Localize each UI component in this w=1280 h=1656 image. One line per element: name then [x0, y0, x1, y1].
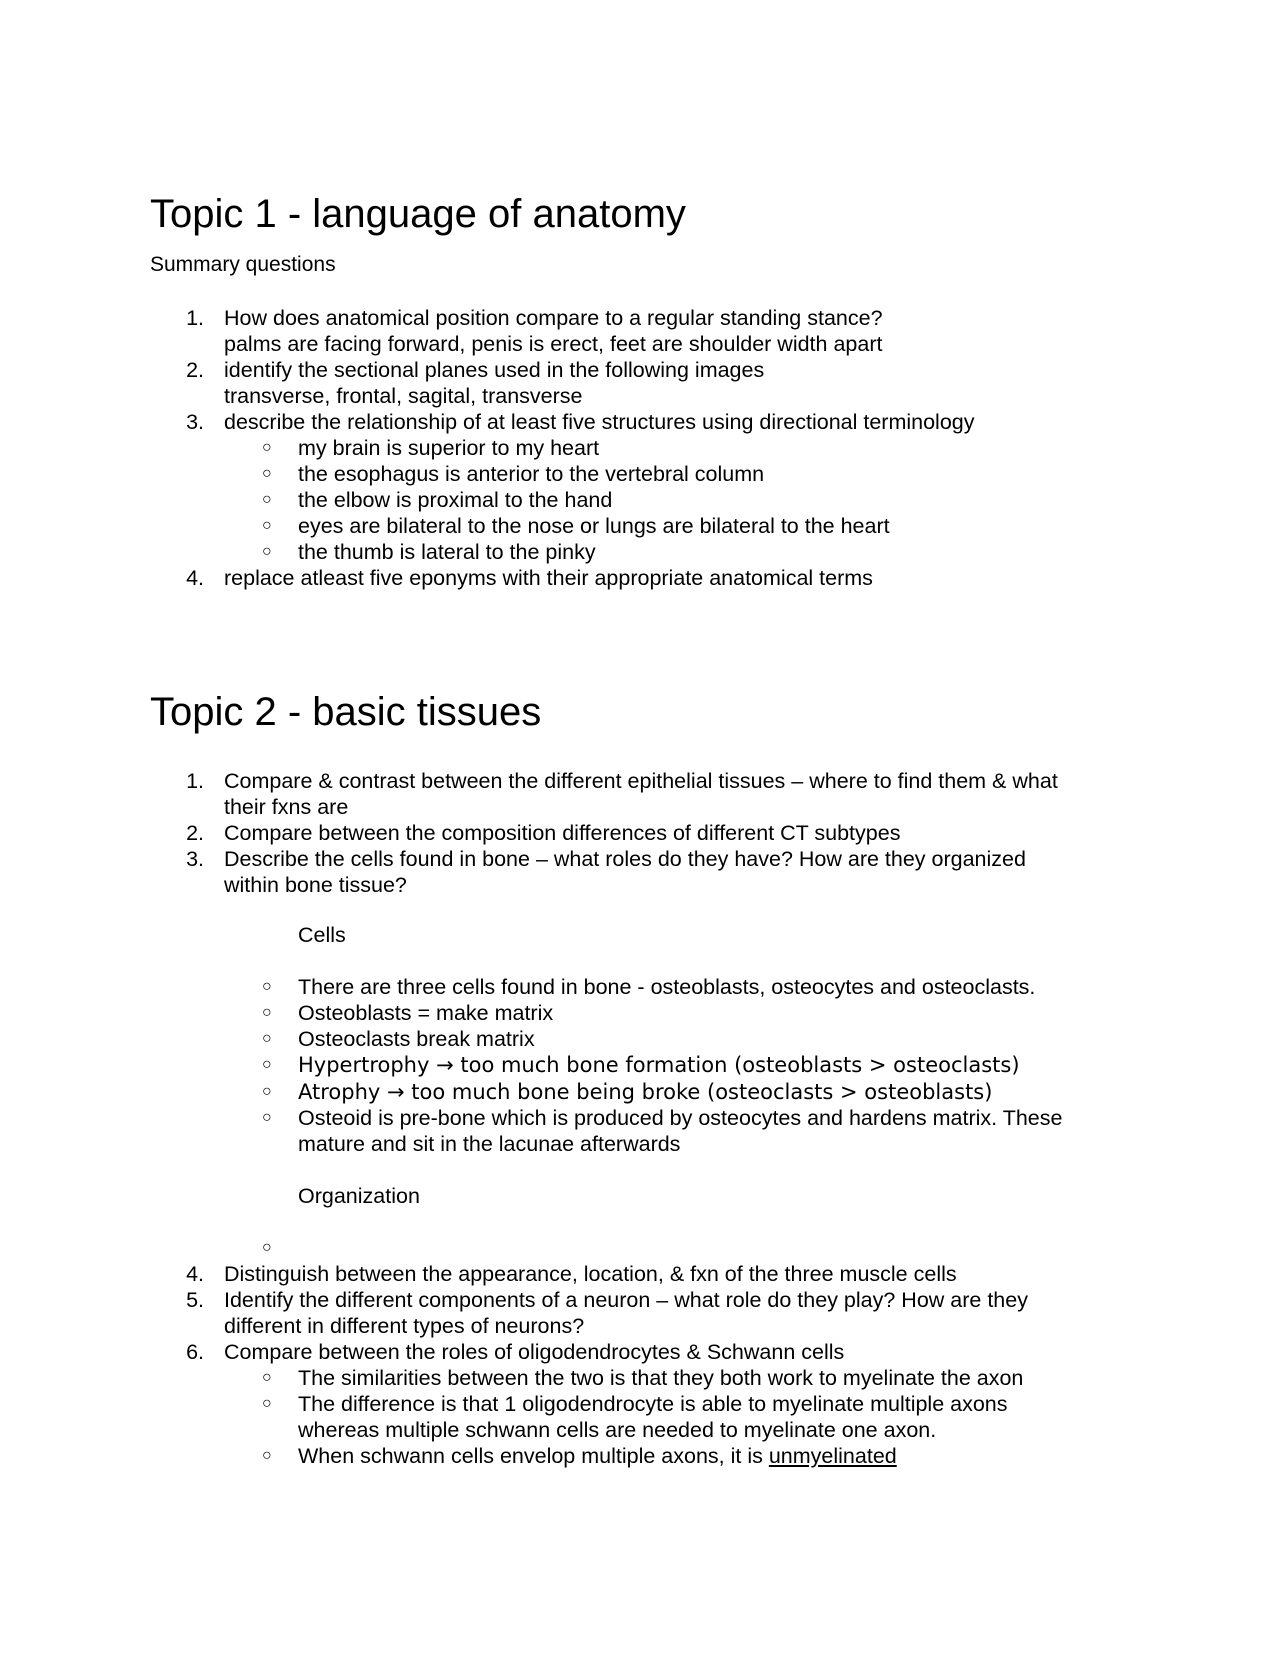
topic1-item2-question: identify the sectional planes used in the following images — [224, 358, 765, 382]
bullet-marker: ○ — [262, 465, 272, 482]
schwann-bullet: The difference is that 1 oligodendrocyte is able to myelinate multiple axons — [298, 1392, 1008, 1416]
topic1-item3-number: 3. — [186, 410, 204, 434]
bullet-marker: ○ — [262, 1030, 272, 1047]
bullet-marker-empty: ○ — [262, 1239, 272, 1256]
topic2-item3-question: Describe the cells found in bone – what roles do they have? How are they organized — [224, 847, 1026, 871]
bullet-marker: ○ — [262, 1369, 272, 1386]
schwann-bullet-cont: whereas multiple schwann cells are needed to myelinate one axon. — [298, 1418, 937, 1442]
topic1-item2-number: 2. — [186, 358, 204, 382]
topic2-item1-number: 1. — [186, 769, 204, 793]
topic1-item4-question: replace atleast five eponyms with their appropriate anatomical terms — [224, 566, 873, 590]
topic1-title: Topic 1 - language of anatomy — [150, 192, 686, 236]
cells-heading: Cells — [298, 923, 346, 947]
schwann-bullet-text: When schwann cells envelop multiple axons, it is — [298, 1444, 769, 1468]
cells-bullet: Osteoid is pre-bone which is produced by osteocytes and hardens matrix. These — [298, 1106, 1063, 1130]
topic1-item1-answer: palms are facing forward, penis is erect, feet are shoulder width apart — [224, 332, 883, 356]
topic2-item5-question-cont: different in different types of neurons? — [224, 1314, 585, 1338]
topic2-item3-number: 3. — [186, 847, 204, 871]
cells-bullet: Osteoblasts = make matrix — [298, 1001, 554, 1025]
cells-bullet: Atrophy → too much bone being broke (osteoclasts > osteoblasts) — [298, 1080, 993, 1104]
schwann-bullet: The similarities between the two is that they both work to myelinate the axon — [298, 1366, 1024, 1390]
topic2-item1-question-cont: their fxns are — [224, 795, 349, 819]
topic2-item1-question: Compare & contrast between the different epithelial tissues – where to find them & what — [224, 769, 1058, 793]
bullet-marker: ○ — [262, 1004, 272, 1021]
topic2-item4-question: Distinguish between the appearance, location, & fxn of the three muscle cells — [224, 1262, 957, 1286]
topic1-item3-bullet: eyes are bilateral to the nose or lungs are bilateral to the heart — [298, 514, 890, 538]
cells-bullet-cont: mature and sit in the lacunae afterwards — [298, 1132, 681, 1156]
topic2-item4-number: 4. — [186, 1262, 204, 1286]
bullet-marker: ○ — [262, 1056, 272, 1073]
topic2-item2-number: 2. — [186, 821, 204, 845]
topic1-item3-bullet: the esophagus is anterior to the vertebral column — [298, 462, 765, 486]
bullet-marker: ○ — [262, 491, 272, 508]
cells-bullet: Hypertrophy → too much bone formation (osteoblasts > osteoclasts) — [298, 1053, 1020, 1077]
bullet-marker: ○ — [262, 543, 272, 560]
topic1-subtitle: Summary questions — [150, 253, 336, 276]
topic1-item3-bullet: my brain is superior to my heart — [298, 436, 600, 460]
topic1-item3-question: describe the relationship of at least five structures using directional terminology — [224, 410, 975, 434]
bullet-marker: ○ — [262, 978, 272, 995]
bullet-marker: ○ — [262, 439, 272, 456]
schwann-bullet-last — [298, 1443, 897, 1469]
topic1-item4-number: 4. — [186, 566, 204, 590]
topic2-item3-question-cont: within bone tissue? — [224, 873, 407, 897]
topic1-item2-answer: transverse, frontal, sagital, transverse — [224, 384, 583, 408]
bullet-marker: ○ — [262, 1083, 272, 1100]
topic1-item3-bullet: the elbow is proximal to the hand — [298, 488, 613, 512]
organization-heading: Organization — [298, 1184, 420, 1208]
topic2-item6-question: Compare between the roles of oligodendrocytes & Schwann cells — [224, 1340, 845, 1364]
topic2-item5-question: Identify the different components of a neuron – what role do they play? How are they — [224, 1288, 1028, 1312]
cells-bullet: There are three cells found in bone - osteoblasts, osteocytes and osteoclasts. — [298, 975, 1036, 999]
topic2-item6-number: 6. — [186, 1340, 204, 1364]
topic2-item5-number: 5. — [186, 1288, 204, 1312]
bullet-marker: ○ — [262, 1395, 272, 1412]
bullet-marker: ○ — [262, 1447, 272, 1464]
unmyelinated-term: unmyelinated — [768, 1444, 897, 1468]
topic1-item3-bullet: the thumb is lateral to the pinky — [298, 540, 596, 564]
topic1-item1-question: How does anatomical position compare to a regular standing stance? — [224, 306, 883, 330]
bullet-marker: ○ — [262, 1109, 272, 1126]
topic2-title: Topic 2 - basic tissues — [150, 690, 542, 734]
topic1-item1-number: 1. — [186, 306, 204, 330]
bullet-marker: ○ — [262, 517, 272, 534]
cells-bullet: Osteoclasts break matrix — [298, 1027, 535, 1051]
topic2-item2-question: Compare between the composition differences of different CT subtypes — [224, 821, 901, 845]
